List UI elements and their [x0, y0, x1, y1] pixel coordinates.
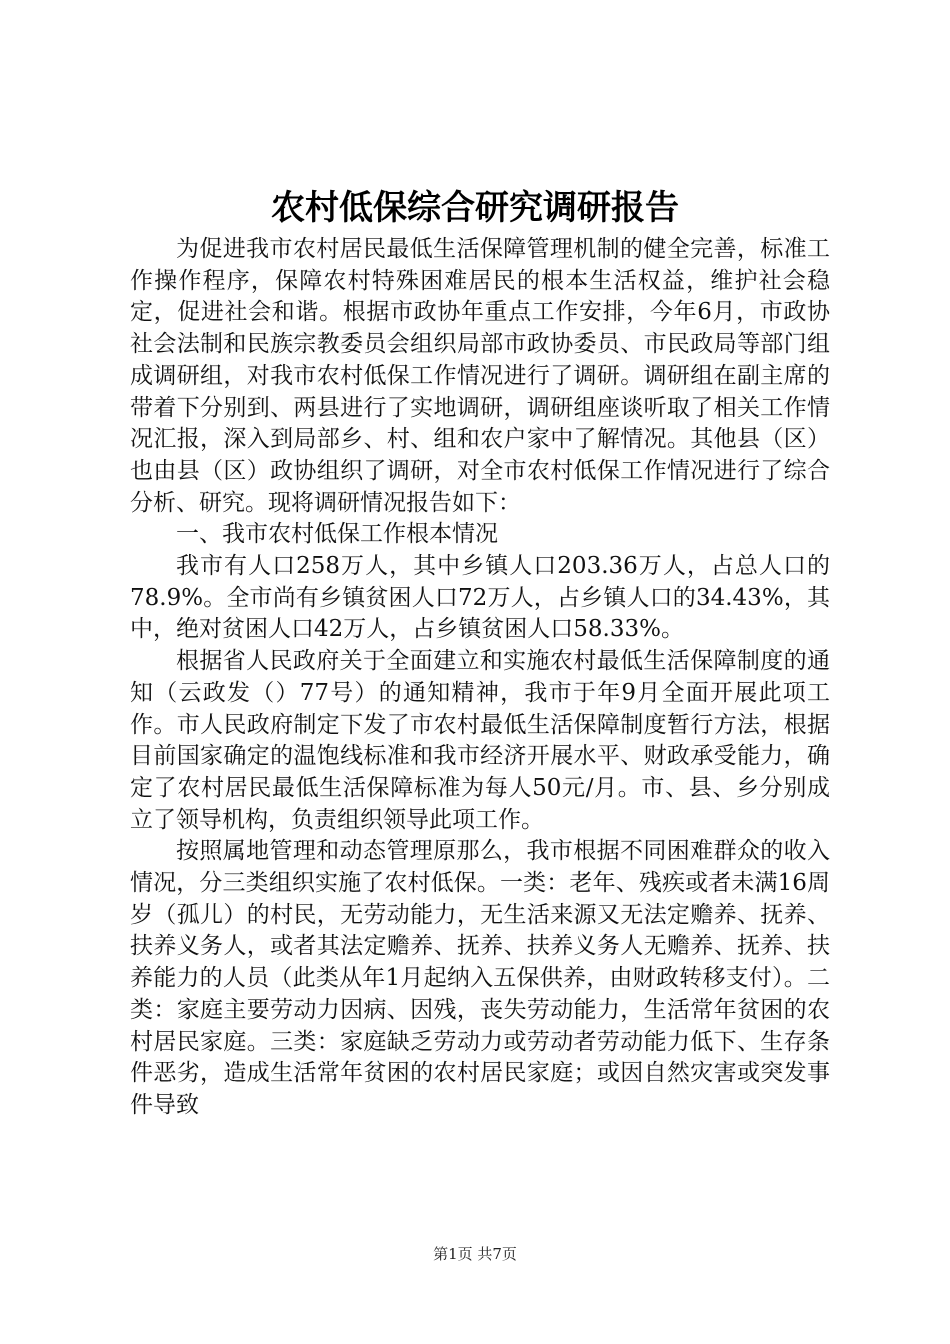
page-footer: 第1页 共7页 [433, 1245, 517, 1263]
paragraph-categories: 按照属地管理和动态管理原那么，我市根据不同困难群众的收入情况，分三类组织实施了农村低保。一类：老年、残疾或者未满16周岁（孤儿）的村民，无劳动能力，无生活来源又无法定赡养、抚养、扶养义务人，或者其法定赡养、抚养、扶养义务人无赡养、抚养、扶养能力的人员（此类从年1月起纳入五保供养，由财政转移支付）。二类：家庭主要劳动力因病、因残，丧失劳动能力，生活常年贫困的农村居民家庭。三类：家庭缺乏劳动力或劳动者劳动能力低下、生存条件恶劣，造成生活常年贫困的农村居民家庭；或因自然灾害或突发事件导致 [130, 838, 830, 1118]
paragraph-intro: 为促进我市农村居民最低生活保障管理机制的健全完善，标准工作操作程序，保障农村特殊困难居民的根本生活权益，维护社会稳定，促进社会和谐。根据市政协年重点工作安排，今年6月，市政协社会法制和民族宗教委员会组织局部市政协委员、市民政局等部门组成调研组，对我市农村低保工作情况进行了调研。调研组在副主席的带着下分别到、两县进行了实地调研，调研组座谈听取了相关工作情况汇报，深入到局部乡、村、组和农户家中了解情况。其他县（区）也由县（区）政协组织了调研，对全市农村低保工作情况进行了综合分析、研究。现将调研情况报告如下： [130, 236, 830, 516]
paragraph-policy: 根据省人民政府关于全面建立和实施农村最低生活保障制度的通知（云政发（）77号）的通知精神，我市于年9月全面开展此项工作。市人民政府制定下发了市农村最低生活保障制度暂行方法，根据目前国家确定的温饱线标准和我市经济开展水平、财政承受能力，确定了农村居民最低生活保障标准为每人50元/月。市、县、乡分别成立了领导机构，负责组织领导此项工作。 [130, 648, 830, 833]
paragraph-population: 我市有人口258万人，其中乡镇人口203.36万人，占总人口的78.9%。全市尚有乡镇贫困人口72万人，占乡镇人口的34.43%，其中，绝对贫困人口42万人，占乡镇贫困人口58.33%。 [130, 553, 830, 643]
document-body [130, 234, 830, 1122]
section-heading-1: 一、我市农村低保工作根本情况 [176, 521, 498, 548]
document-title: 农村低保综合研究调研报告 [271, 188, 679, 228]
